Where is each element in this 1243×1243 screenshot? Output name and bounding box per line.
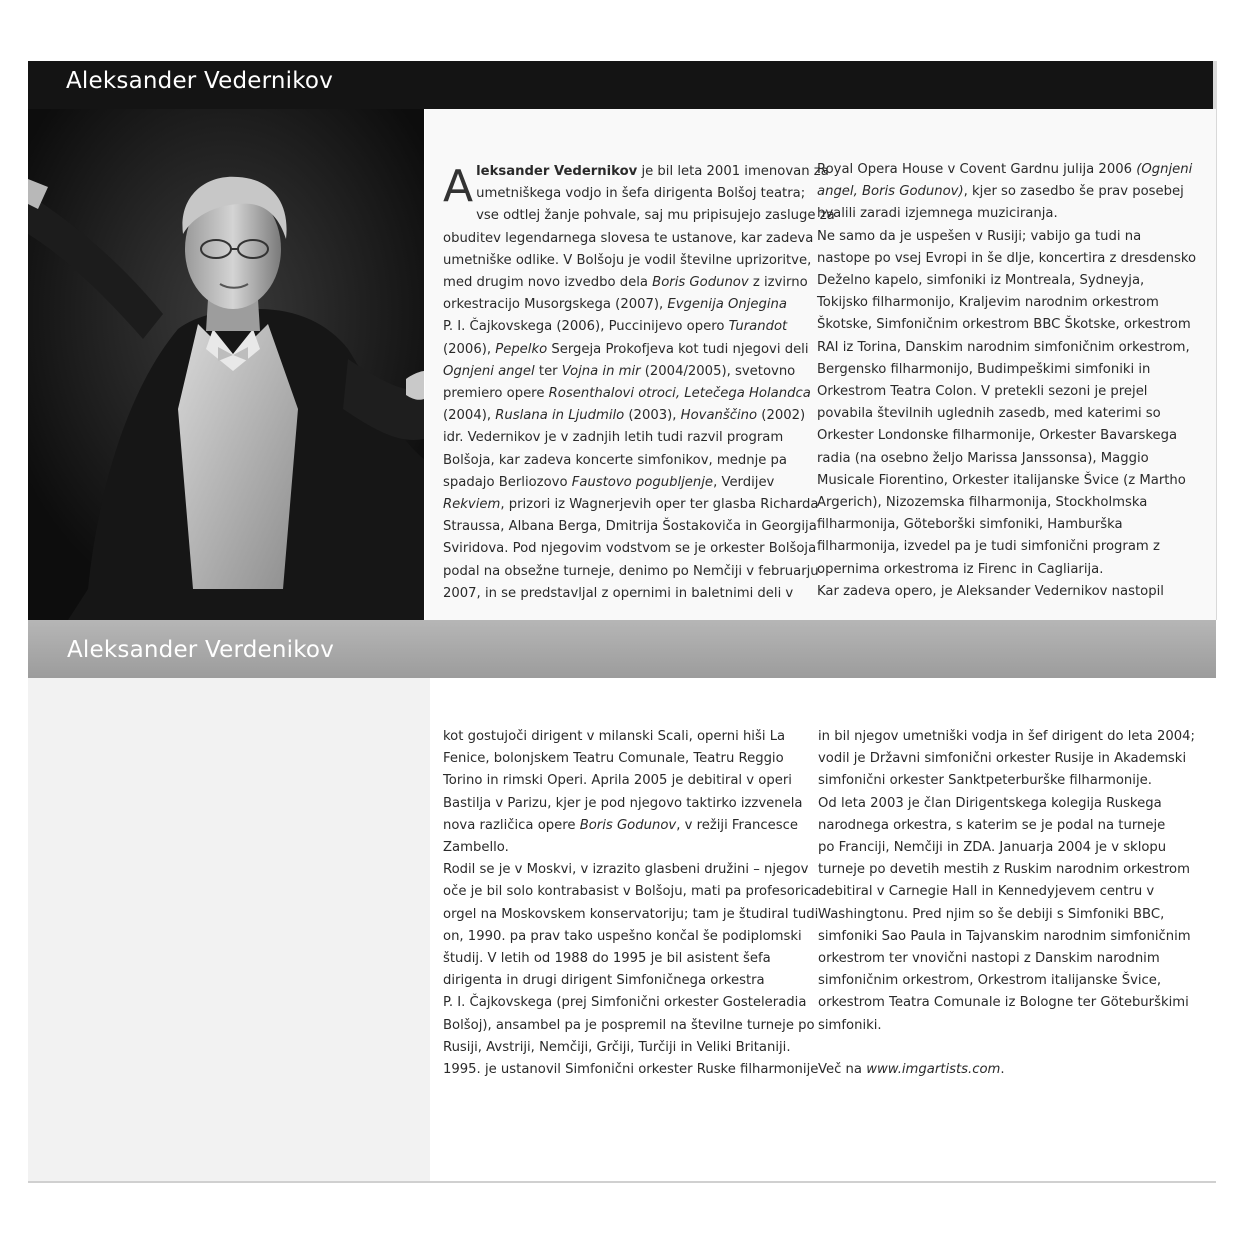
biography-column-2: Royal Opera House v Covent Gardnu julija 2006 (Ognjeni angel, Boris Godunov), kjer so zasedbo še prav posebej hvalili zaradi izjemnega muziciranja. Ne samo da je uspešen v Rusiji; vabijo ga tudi na nastope po vsej Evropi in še dlje, koncertira z dresdensko Deželno kapelo, simfoniki iz Montreala, Sydneyja, Tokijsko filharmonijo, Kraljevim narodnim orkestrom Škotske, Simfoničnim orkestrom BBC Škotske, orkestrom RAI iz Torina, Danskim narodnim simfoničnim orkestrom, Bergensko filharmonijo, Budimpeškimi simfoniki in Orkestrom Teatra Colon. V pretekli sezoni je prejel povabila številnih uglednih zasedb, med katerimi so Orkester Londonske filharmonije, Orkester Bavarskega radia (na osebno željo Marissa Janssonsa), Maggio Musicale Fiorentino, Orkester italijanske Švice (z Martho Argerich), Nizozemska filharmonija, Stockholmska filharmonija, Göteborški simfoniki, Hamburška filharmonija, izvedel pa je tudi simfonični program z opernima orkestroma iz Firenc in Cagliarija. Kar zadeva opero, je Aleksander Vedernikov nastopil bbox=[817, 162, 1197, 599]
blank-left-panel bbox=[28, 678, 430, 1182]
page-bottom-edge bbox=[28, 1181, 1216, 1183]
dropcap: A bbox=[443, 161, 474, 212]
conductor-figure-icon bbox=[28, 109, 424, 620]
more-info-line: Več na www.imgartists.com. bbox=[818, 1062, 1005, 1078]
page-title-top: Aleksander Vedernikov bbox=[66, 68, 334, 94]
conductor-photo bbox=[28, 109, 424, 620]
page-title-bottom: Aleksander Verdenikov bbox=[67, 637, 335, 663]
biography-column-4: in bil njegov umetniški vodja in šef dirigent do leta 2004; vodil je Državni simfonični orkester Rusije in Akademski simfonični orkester Sanktpeterburške filharmonije. Od leta 2003 je član Dirigentskega kolegija Ruskega narodnega orkestra, s katerim se je podal na turneje po Franciji, Nemčiji in ZDA. Januarja 2004 je v sklopu turneje po devetih mestih z Ruskim narodnim orkestrom debitiral v Carnegie Hall in Kennedyjevem centru v Washingtonu. Pred njim so še debiji s Simfoniki BBC, simfoniki Sao Paula in Tajvanskim narodnim simfoničnim orkestrom ter vnovični nastopi z Danskim narodnim simfoničnim orkestrom, Orkestrom italijanske Švice, orkestrom Teatra Comunale iz Bologne ter Göteburškimi simfoniki. Več na www.imgartists.com. bbox=[818, 726, 1195, 1081]
paragraph-opening: Aleksander Vedernikov je bil leta 2001 imenovan za umetniškega vodjo in šefa dirigenta Bolšoj teatra; bbox=[443, 161, 829, 212]
website-link[interactable]: www.imgartists.com bbox=[866, 1062, 1001, 1078]
biography-column-1: Aleksander Vedernikov je bil leta 2001 imenovan za umetniškega vodjo in šefa dirigenta Bolšoj teatra; vse odtlej žanje pohvale, saj mu pripisujejo zasluge za obuditev legendarnega slovesa te ustanove, kar zadeva umetniške odlike. V Bolšoju je vodil številne uprizoritve, med drugim novo izvedbo dela Boris Godunov z izvirno orkestracijo Musorgskega (2007), Evgenija Onjegina P. I. Čajkovskega (2006), Puccinijevo opero Turandot (2006), Pepelko Sergeja Prokofjeva kot tudi njegovi deli Ognjeni angel ter Vojna in mir (2004/2005), svetovno premiero opere Rosenthalovi otroci, Letečega Holandca (2004), Ruslana in Ljudmilo (2003), Hovanščino (2002) idr. Vedernikov je v zadnjih letih tudi razvil program Bolšoja, kar zadeva koncerte simfonikov, mednje pa spadajo Berliozovo Faustovo pogubljenje, Verdijev Rekviem, prizori iz Wagnerjevih oper ter glasba Richarda Straussa, Albana Berga, Dmitrija Šostakoviča in Georgija Sviridova. Pod njegovim vodstvom se je orkester Bolšoja podal na obsežne turneje, denimo po Nemčiji v februarju 2007, in se predstavljal z opernimi in baletnimi deli v bbox=[443, 161, 835, 601]
biography-column-3: kot gostujoči dirigent v milanski Scali, operni hiši La Fenice, bolonjskem Teatru Comunale, Teatru Reggio Torino in rimski Operi. Aprila 2005 je debitiral v operi Bastilja v Parizu, kjer je pod njegovo taktirko izzvenela nova različica opere Boris Godunov, v režiji Francesce Zambello. Rodil se je v Moskvi, v izrazito glasbeni družini – njegov oče je bil solo kontrabasist v Bolšoju, mati pa profesorica orgel na Moskovskem konservatoriju; tam je študiral tudi on, 1990. pa prav tako uspešno končal še podiplomski študij. V letih od 1988 do 1995 je bil asistent šefa dirigenta in drugi dirigent Simfoničnega orkestra P. I. Čajkovskega (prej Simfonični orkester Gosteleradia Bolšoj), ansambel pa je pospremil na številne turneje po Rusiji, Avstriji, Nemčiji, Grčiji, Turčiji in Veliki Britaniji. 1995. je ustanovil Simfonični orkester Ruske filharmonije bbox=[443, 729, 820, 1078]
